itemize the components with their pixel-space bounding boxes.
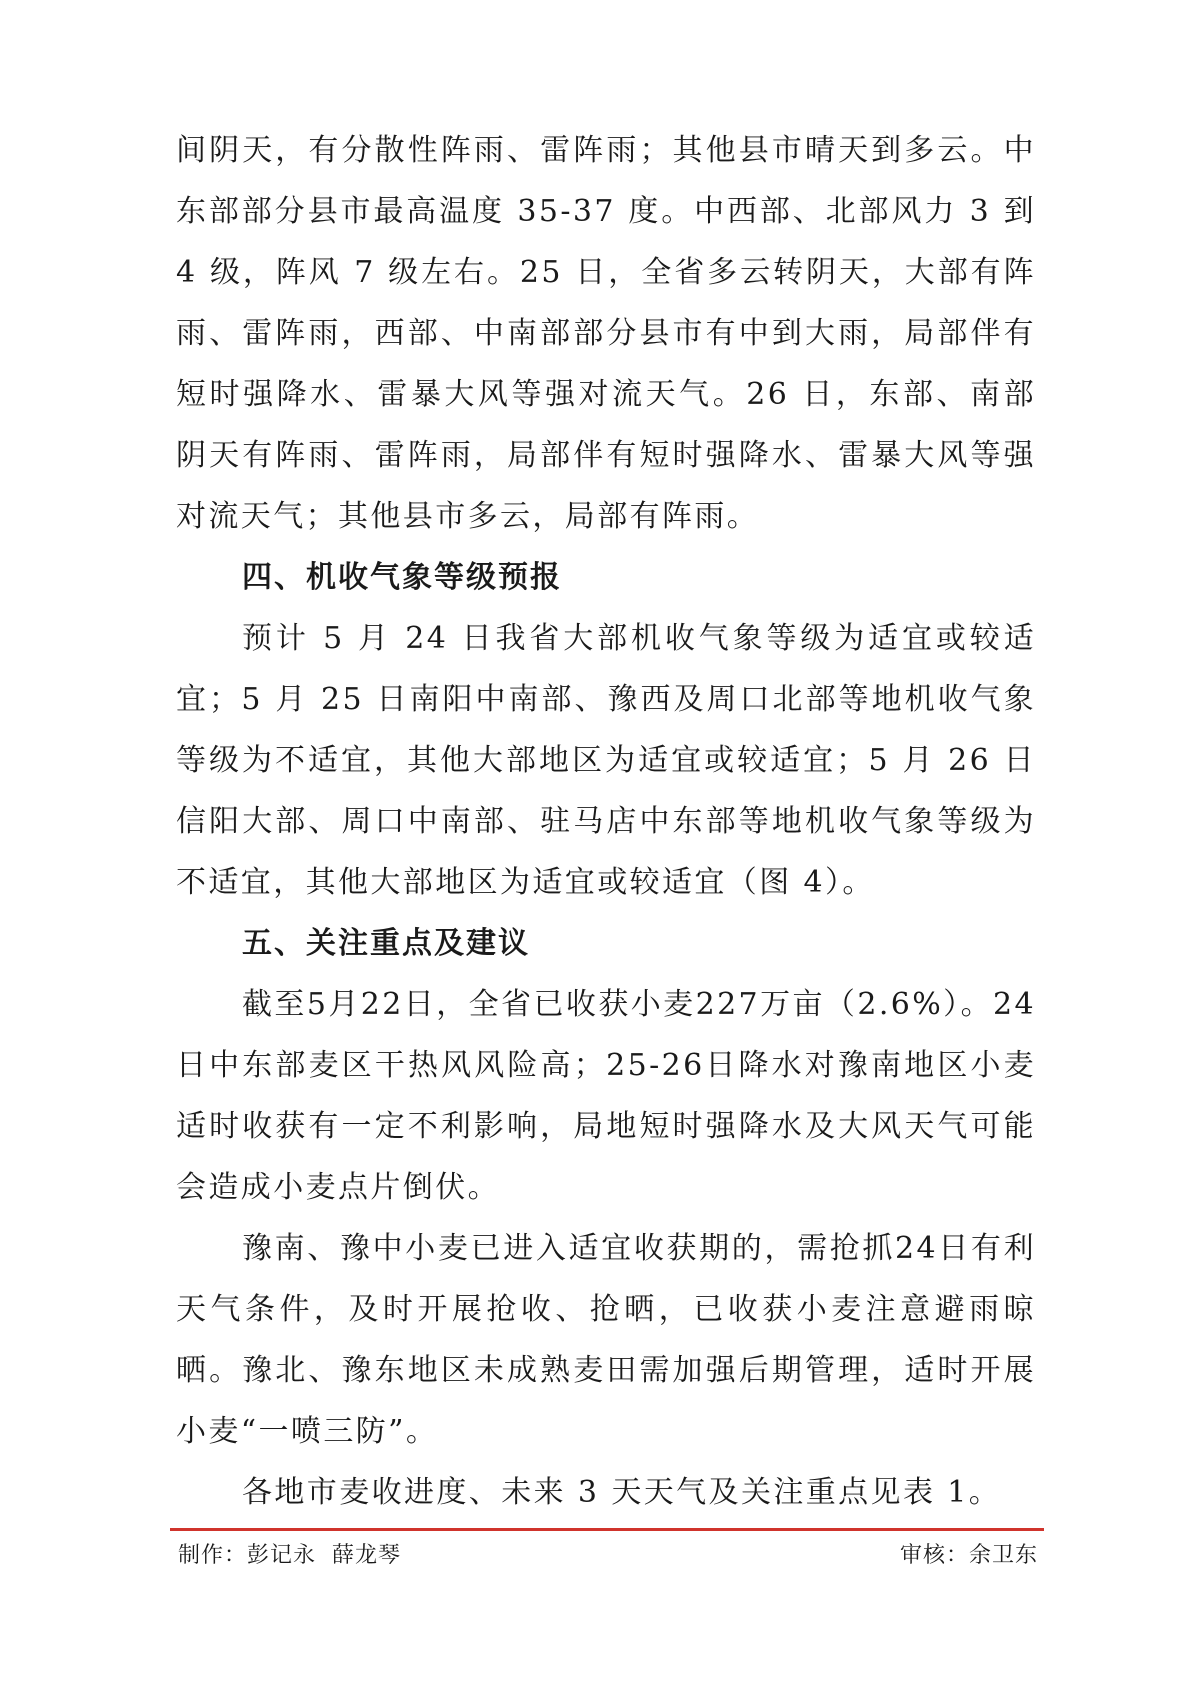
section-heading-harvest-forecast: 四、机收气象等级预报 (242, 560, 562, 595)
paragraph-recommendations: 豫南、豫中小麦已进入适宜收获期的，需抢抓24日有利天气条件，及时开展抢收、抢晒，已收获小麦注意避雨晾晒。豫北、豫东地区未成熟麦田需加强后期管理，适时开展小麦“一喷三防”。 (176, 1231, 1036, 1449)
paragraph-table-reference: 各地市麦收进度、未来 3 天天气及关注重点见表 1。 (242, 1475, 1002, 1510)
paragraph-harvest-forecast: 预计 5 月 24 日我省大部机收气象等级为适宜或较适宜；5 月 25 日南阳中南部、豫西及周口北部等地机收气象等级为不适宜，其他大部地区为适宜或较适宜；5 月 26 日信阳大部、周口中南部、驻马店中东部等地机收气象等级为不适宜，其他大部地区为适宜或较适宜（图 4）。 (176, 621, 1036, 900)
reviewer-name: 余卫东 (968, 1543, 1038, 1568)
producer-label: 制作： (178, 1543, 248, 1568)
footer-producers (178, 1538, 401, 1574)
footer-reviewer (900, 1538, 1038, 1574)
document-body (176, 120, 1036, 1523)
footer-divider-rule (170, 1528, 1044, 1531)
footer (178, 1538, 1038, 1574)
producer-names: 彭记永 薛龙琴 (247, 1543, 402, 1568)
paragraph-harvest-progress: 截至5月22日，全省已收获小麦227万亩（2.6%）。24日中东部麦区干热风风险高；25-26日降水对豫南地区小麦适时收获有一定不利影响，局地短时强降水及大风天气可能会造成小麦点片倒伏。 (176, 987, 1036, 1205)
reviewer-label: 审核： (899, 1543, 969, 1568)
paragraph-weather-continuation: 间阴天，有分散性阵雨、雷阵雨；其他县市晴天到多云。中东部部分县市最高温度 35-37 度。中西部、北部风力 3 到 4 级，阵风 7 级左右。25 日，全省多云转阴天，大部有阵雨、雷阵雨，西部、中南部部分县市有中到大雨，局部伴有短时强降水、雷暴大风等强对流天气。26 日，东部、南部阴天有阵雨、雷阵雨，局部伴有短时强降水、雷暴大风等强对流天气；其他县市多云，局部有阵雨。 (176, 133, 1036, 534)
section-heading-key-points: 五、关注重点及建议 (242, 926, 530, 961)
